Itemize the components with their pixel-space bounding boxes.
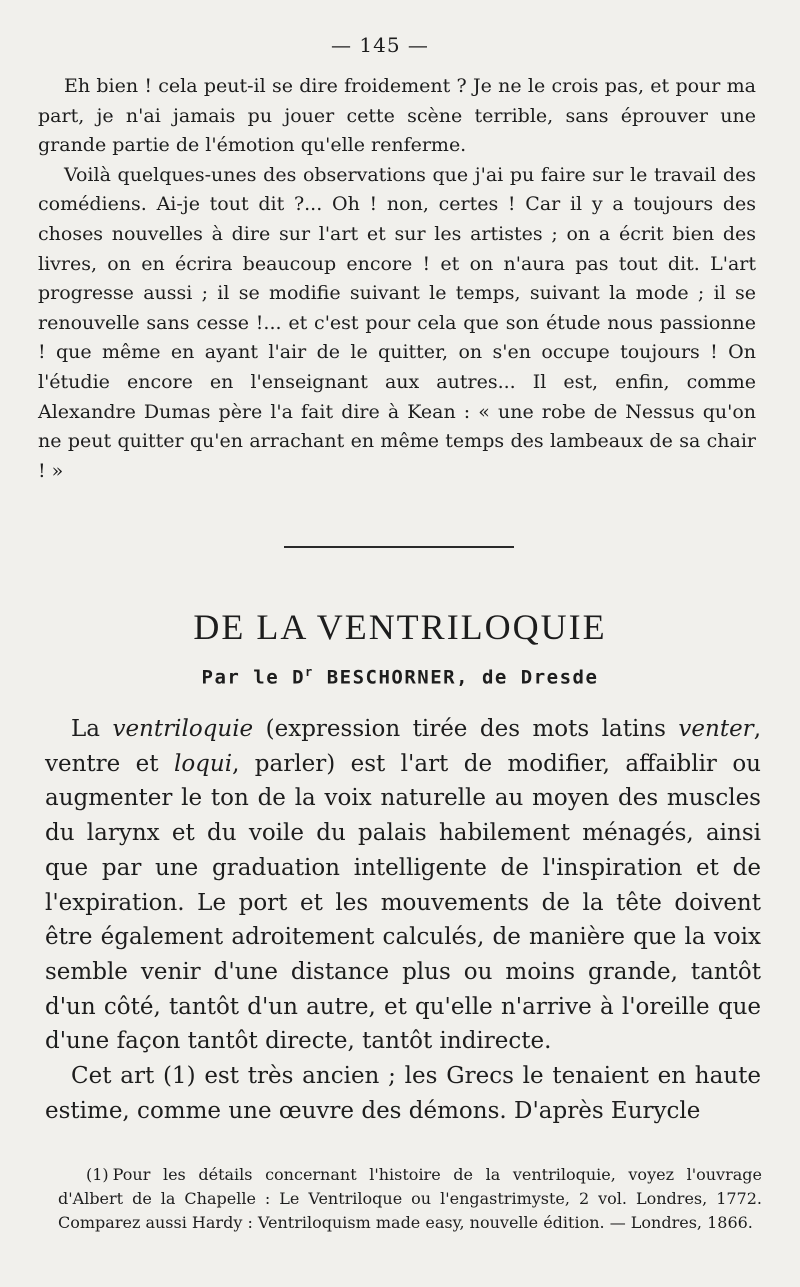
byline-superscript: r xyxy=(305,665,314,679)
paragraph xyxy=(45,712,761,1059)
text-run: (expression tirée des mots latins xyxy=(253,716,679,742)
footnote-number: (1) xyxy=(86,1165,109,1184)
page-number: — 145 — xyxy=(331,33,429,57)
intro-text xyxy=(38,72,756,486)
paragraph: Eh bien ! cela peut-il se dire froidement ? Je ne le crois pas, et pour ma part, je n'ai jamais pu jouer cette scène terrible, sans éprouver une grande partie de l'émotion qu'elle renferme. xyxy=(38,75,756,157)
text-run: , ventre et xyxy=(45,716,761,777)
paragraph: Voilà quelques-unes des observations que j'ai pu faire sur le travail des comédiens. Ai-je tout dit ?... Oh ! non, certes ! Car il y a toujours des choses nouvelles à dire sur l'art et sur les artistes ; on a écrit bien des livres, on en écrira beaucoup encore ! et on n'aura pas tout dit. L'art progresse aussi ; il se modifie suivant le temps, suivant la mode ; il se renouvelle sans cesse !... et c'est pour cela que son étude nous passionne ! que même en ayant l'air de le quitter, on s'en occupe toujours ! On l'étudie encore en l'enseignant aux autres... Il est, enfin, comme Alexandre Dumas père l'a fait dire à Kean : « une robe de Nessus qu'on ne peut quitter qu'en arrachant en même temps des lambeaux de sa chair ! » xyxy=(38,163,756,482)
article-title: DE LA VENTRILOQUIE xyxy=(193,607,607,647)
italic-term: venter xyxy=(678,716,754,742)
article-body xyxy=(45,712,761,1128)
footnote xyxy=(58,1163,762,1236)
italic-term: loqui xyxy=(173,750,233,777)
footnotes xyxy=(58,1163,762,1236)
byline-prefix: Par le D xyxy=(201,666,306,689)
italic-term: ventriloquie xyxy=(112,716,254,742)
paragraph: Cet art (1) est très ancien ; les Grecs le tenaient en haute estime, comme une œuvre des démons. D'après Eurycle xyxy=(45,1063,761,1124)
text-run: La xyxy=(71,716,113,742)
byline-author: BESCHORNER, de Dresde xyxy=(313,666,599,689)
article-byline xyxy=(0,665,800,688)
text-run: , parler) est l'art de modifier, affaiblir ou augmenter le ton de la voix naturelle au moyen des muscles du larynx et du voile du palais habilement ménagés, ainsi que par une graduation intelligente de l'inspiration et de l'expiration. Le port et les mouvements de la tête doivent être également adroitement calculés, de manière que la voix semble venir d'une distance plus ou moins grande, tantôt d'un côté, tantôt d'un autre, et qu'elle n'arrive à l'oreille que d'une façon tantôt directe, tantôt indirecte. xyxy=(45,750,761,1055)
footnote-text: Pour les détails concernant l'histoire de la ventriloquie, voyez l'ouvrage d'Albert de la Chapelle : Le Ventriloque ou l'engastrimyste, 2 vol. Londres, 1772. Comparez aussi Hardy : Ventriloquism made easy, nouvelle édition. — Londres, 1866. xyxy=(58,1165,762,1233)
section-divider xyxy=(284,546,514,548)
